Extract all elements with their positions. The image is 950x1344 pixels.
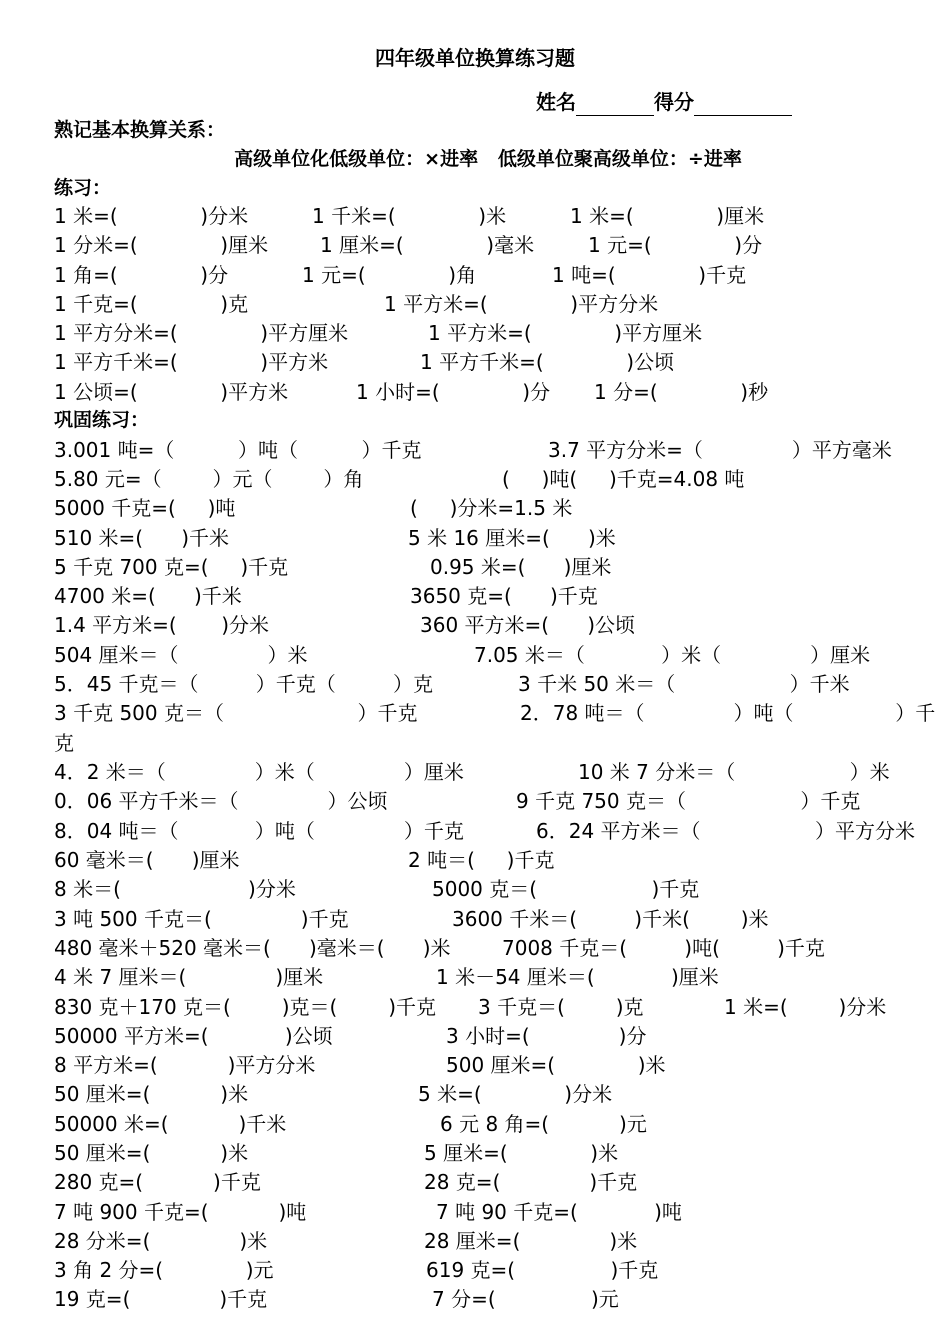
exercise-item: 5 千克 700 克=( )千克 [54,555,289,579]
exercise-item: 9 千克 750 克＝（ ）千克 [516,789,861,813]
exercise-item: 1 平方分米=( )平方厘米 [54,321,349,345]
exercise-item: 28 分米=( )米 [54,1229,268,1253]
consolidate-line [54,1198,934,1227]
practice-line [54,261,934,290]
exercise-item: 1 小时=( )分 [356,380,551,404]
exercise-item: 280 克=( )千克 [54,1170,261,1194]
exercise-item: 1 米=( )分米 [724,995,887,1019]
exercise-item: 5.80 元=（ ）元（ ）角 [54,467,364,491]
exercise-item: 60 毫米＝( )厘米 [54,848,240,872]
exercise-item: 360 平方米=( )公顷 [420,613,636,637]
practice-line [54,231,934,260]
exercise-item: 50 厘米=( )米 [54,1082,249,1106]
consolidate-line [54,582,934,611]
exercise-item: 50000 平方米=( )公顷 [54,1024,333,1048]
exercise-item: 2 吨＝( )千克 [408,848,555,872]
consolidate-line [54,553,934,582]
name-score-row [536,88,792,116]
consolidate-line [54,1022,934,1051]
exercise-item-continuation: 克 [54,731,74,755]
exercise-item: 4700 米=( )千米 [54,584,242,608]
consolidate-line [54,1110,934,1139]
section-basic-heading: 熟记基本换算关系： [54,119,226,141]
exercise-item: 1 元=( )分 [588,233,763,257]
practice-line [54,202,934,231]
exercise-item: 1 元=( )角 [302,263,477,287]
exercise-item: 500 厘米=( )米 [446,1053,666,1077]
exercise-item: 6．24 平方米＝（ ）平方分米 [536,819,915,843]
consolidate-line [54,1080,934,1109]
exercise-item: 1 角=( )分 [54,263,229,287]
exercise-item: 10 米 7 分米＝（ ）米 [578,760,890,784]
exercise-item: 1 米=( )厘米 [570,204,765,228]
consolidate-line [54,875,934,904]
exercise-item: 1 吨=( )千克 [552,263,747,287]
consolidate-line [54,494,934,523]
consolidate-line [54,641,934,670]
score-label: 得分 [654,90,694,114]
exercise-item: 4．2 米＝（ ）米（ ）厘米 [54,760,464,784]
exercise-item: 7 分=( )元 [432,1287,619,1311]
consolidate-line [54,436,934,465]
exercise-item: 1 米－54 厘米＝( )厘米 [436,965,719,989]
practice-line [54,378,934,407]
consolidate-line [54,993,934,1022]
exercise-item: ( )吨( )千克=4.08 吨 [502,467,745,491]
exercise-item: 1 平方千米=( )公顷 [420,350,675,374]
exercise-item: 1 米=( )分米 [54,204,249,228]
exercise-item: 7 吨 900 千克=( )吨 [54,1200,307,1224]
consolidate-line [54,729,934,758]
exercise-item: 3600 千米＝( )千米( )米 [452,907,769,931]
consolidate-line [54,611,934,640]
exercise-item: 1 公顷=( )平方米 [54,380,289,404]
exercise-item: 3.7 平方分米=（ ）平方毫米 [548,438,892,462]
exercise-item: 7008 千克＝( )吨( )千克 [502,936,825,960]
exercise-item: 28 克=( )千克 [424,1170,638,1194]
exercise-item: 510 米=( )千米 [54,526,230,550]
consolidate-line [54,699,934,728]
exercise-item: 4 米 7 厘米＝( )厘米 [54,965,324,989]
exercise-item: 19 克=( )千克 [54,1287,268,1311]
exercise-item: 7.05 米＝（ ）米（ ）厘米 [474,643,871,667]
consolidate-line [54,1227,934,1256]
exercise-item: 3650 克=( )千克 [410,584,598,608]
consolidate-line [54,1285,934,1314]
consolidate-line [54,846,934,875]
consolidate-line [54,963,934,992]
exercise-item: 1.4 平方米=( )分米 [54,613,270,637]
exercise-item: 5 米 16 厘米=( )米 [408,526,616,550]
exercise-item: 8 平方米=( )平方分米 [54,1053,316,1077]
exercise-item: 5000 克＝( )千克 [432,877,700,901]
exercise-item: 1 分米=( )厘米 [54,233,269,257]
consolidate-line [54,787,934,816]
exercise-item: 1 平方米=( )平方厘米 [428,321,703,345]
consolidate-line [54,817,934,846]
consolidate-line [54,758,934,787]
exercise-item: 3 小时=( )分 [446,1024,647,1048]
page-title: 四年级单位换算练习题 [375,46,575,70]
consolidate-line [54,1256,934,1285]
exercise-item: 1 千米=( )米 [312,204,507,228]
name-label: 姓名 [536,90,576,114]
section-practice-heading: 练习： [54,177,112,199]
exercise-item: 5 厘米=( )米 [424,1141,619,1165]
consolidate-line [54,934,934,963]
exercise-item: 3 吨 500 千克＝( )千克 [54,907,349,931]
consolidate-line [54,1139,934,1168]
exercise-item: 5．45 千克＝（ ）千克（ ）克 [54,672,433,696]
exercise-item: 50000 米=( )千米 [54,1112,287,1136]
exercise-item: 50 厘米=( )米 [54,1141,249,1165]
exercise-item: 504 厘米＝（ ）米 [54,643,308,667]
exercise-item: 3 千米 50 米＝（ ）千米 [518,672,850,696]
practice-line [54,319,934,348]
practice-line [54,290,934,319]
exercise-item: 3 角 2 分=( )元 [54,1258,274,1282]
consolidate-line [54,465,934,494]
exercise-item: 3.001 吨=（ ）吨（ ）千克 [54,438,422,462]
exercise-item: 3 千克＝( )克 [478,995,644,1019]
exercise-item: 1 分=( )秒 [594,380,769,404]
exercise-item: 5 米=( )分米 [418,1082,613,1106]
exercise-item: 830 克＋170 克＝( )克＝( )千克 [54,995,436,1019]
score-blank [694,93,792,116]
consolidate-line [54,1168,934,1197]
exercise-item: 28 厘米=( )米 [424,1229,638,1253]
exercise-item: 7 吨 90 千克=( )吨 [436,1200,682,1224]
exercise-item: 2．78 吨＝（ ）吨（ ）千 [520,701,936,725]
exercise-item: ( )分米=1.5 米 [410,496,573,520]
practice-line [54,348,934,377]
exercise-item: 1 平方千米=( )平方米 [54,350,329,374]
exercise-item: 3 千克 500 克＝（ ）千克 [54,701,418,725]
consolidate-line [54,905,934,934]
exercise-item: 8 米＝( )分米 [54,877,296,901]
exercise-item: 6 元 8 角=( )元 [440,1112,647,1136]
exercise-item: 5000 千克=( )吨 [54,496,236,520]
section-consolidate-heading: 巩固练习： [54,409,150,431]
exercise-item: 619 克=( )千克 [426,1258,659,1282]
name-blank [576,93,654,116]
exercise-item: 480 毫米＋520 毫米＝( )毫米＝( )米 [54,936,451,960]
consolidate-line [54,1051,934,1080]
exercise-item: 8．04 吨＝（ ）吨（ ）千克 [54,819,464,843]
exercise-item: 1 厘米=( )毫米 [320,233,535,257]
exercise-item: 1 千克=( )克 [54,292,249,316]
exercise-item: 1 平方米=( )平方分米 [384,292,659,316]
exercise-item: 0．06 平方千米＝（ ）公顷 [54,789,388,813]
conversion-rule: 高级单位化低级单位：×进率 低级单位聚高级单位：÷进率 [234,148,742,170]
consolidate-line [54,524,934,553]
consolidate-line [54,670,934,699]
exercise-item: 0.95 米=( )厘米 [430,555,612,579]
